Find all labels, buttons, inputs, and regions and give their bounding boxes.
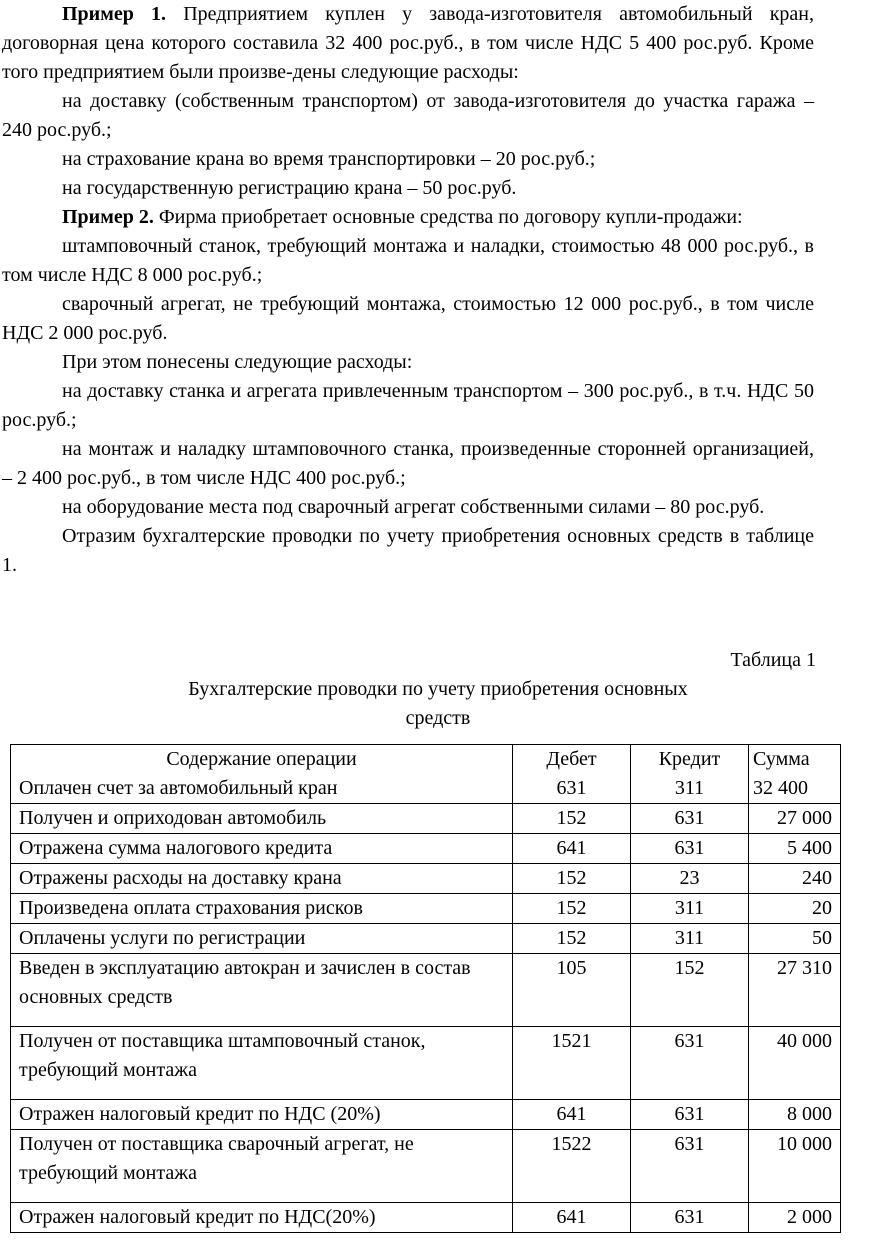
row-operation: Получен от поставщика сварочный агрегат, не требующий монтажа <box>11 1130 513 1203</box>
example2-text: Фирма приобретает основные средства по договору купли-продажи: <box>158 206 743 228</box>
row-operation: Оплачены услуги по регистрации <box>11 924 513 954</box>
example2-item: сварочный агрегат, не требующий монтажа, стоимостью 12 000 рос.руб., в том числе НДС 2 000 рос.руб. <box>2 293 814 344</box>
row-debit: 152 <box>513 924 631 954</box>
row-credit: 631 <box>631 1203 749 1233</box>
row-operation: Произведена оплата страхования рисков <box>11 894 513 924</box>
row-sum: 40 000 <box>749 1027 841 1100</box>
row-sum: 240 <box>749 864 841 894</box>
table-cell-debit <box>513 745 631 804</box>
row-sum: 8 000 <box>749 1100 841 1130</box>
table-row <box>11 1027 841 1100</box>
row-credit: 631 <box>631 834 749 864</box>
row-operation: Отражен налоговый кредит по НДС (20%) <box>11 1100 513 1130</box>
header-debit: Дебет <box>546 748 597 770</box>
table-row <box>11 924 841 954</box>
row-debit: 641 <box>513 1203 631 1233</box>
row-credit: 631 <box>631 1100 749 1130</box>
row-debit: 641 <box>513 1100 631 1130</box>
row-operation: Отражена сумма налогового кредита <box>11 834 513 864</box>
row-debit: 1522 <box>513 1130 631 1203</box>
row-credit: 311 <box>631 924 749 954</box>
row-credit: 631 <box>631 1027 749 1100</box>
row-debit: 1521 <box>513 1027 631 1100</box>
example1-label: Пример 1. <box>62 3 167 25</box>
example1-paragraph <box>2 0 814 87</box>
row-credit: 631 <box>631 804 749 834</box>
row-sum: 10 000 <box>749 1130 841 1203</box>
row-credit: 631 <box>631 1130 749 1203</box>
row-sum: 50 <box>749 924 841 954</box>
table-title-line: Бухгалтерские проводки по учету приобретения основных <box>188 678 688 700</box>
example2-item: штамповочный станок, требующий монтажа и наладки, стоимостью 48 000 рос.руб., в том числе НДС 8 000 рос.руб.; <box>2 235 814 286</box>
row-operation: Отражены расходы на доставку крана <box>11 864 513 894</box>
table-row <box>11 1203 841 1233</box>
row-credit: 311 <box>674 777 705 799</box>
document-body <box>2 0 814 580</box>
expense-item: на доставку станка и агрегата привлеченным транспортом – 300 рос.руб., в т.ч. НДС 50 рос.руб.; <box>2 380 814 431</box>
header-operation: Содержание операции <box>166 748 357 770</box>
row-operation: Оплачен счет за автомобильный кран <box>19 777 338 799</box>
row-sum: 27 000 <box>749 804 841 834</box>
conclusion-paragraph: Отразим бухгалтерские проводки по учету приобретения основных средств в таблице 1. <box>2 525 814 576</box>
row-debit: 631 <box>556 777 587 799</box>
row-credit: 23 <box>631 864 749 894</box>
example1-item: на страхование крана во время транспортировки – 20 рос.руб.; <box>62 148 596 170</box>
row-debit: 105 <box>513 954 631 1027</box>
table-cell-sum <box>749 745 841 804</box>
example1-text: Предприятием куплен у завода-изготовителя автомобильный кран, договорная цена которого составила 32 400 рос.руб., в том числе НДС 5 400 рос.руб. Кроме того предприятием были произве-дены следующие расходы: <box>2 3 814 83</box>
table-cell-credit <box>631 745 749 804</box>
example2-paragraph <box>2 203 814 232</box>
example2-label: Пример 2. <box>62 206 154 228</box>
header-sum: Сумма <box>753 748 810 770</box>
table-title <box>0 675 876 733</box>
example1-item: на государственную регистрацию крана – 50 рос.руб. <box>62 177 517 199</box>
row-debit: 152 <box>513 864 631 894</box>
table-title-line: средств <box>405 707 471 729</box>
expense-item: на оборудование места под сварочный агрегат собственными силами – 80 рос.руб. <box>62 496 765 518</box>
row-credit: 311 <box>631 894 749 924</box>
row-debit: 641 <box>513 834 631 864</box>
example1-item: на доставку (собственным транспортом) от завода-изготовителя до участка гаража – 240 рос.руб.; <box>2 90 814 141</box>
table-row <box>11 834 841 864</box>
expense-item: на монтаж и наладку штамповочного станка, произведенные сторонней организацией, – 2 400 рос.руб., в том числе НДС 400 рос.руб.; <box>2 438 814 489</box>
table-row <box>11 894 841 924</box>
table-number: Таблица 1 <box>730 649 816 671</box>
row-sum: 27 310 <box>749 954 841 1027</box>
table-row <box>11 1100 841 1130</box>
table-row <box>11 745 841 804</box>
row-operation: Получен от поставщика штамповочный станок, требующий монтажа <box>11 1027 513 1100</box>
row-operation: Получен и оприходован автомобиль <box>11 804 513 834</box>
expenses-intro: При этом понесены следующие расходы: <box>62 351 413 373</box>
table-cell-operation <box>11 745 513 804</box>
row-operation: Отражен налоговый кредит по НДС(20%) <box>11 1203 513 1233</box>
table-row <box>11 864 841 894</box>
row-debit: 152 <box>513 894 631 924</box>
table-row <box>11 804 841 834</box>
row-sum: 5 400 <box>749 834 841 864</box>
accounting-entries-table <box>10 744 841 1233</box>
table-row <box>11 1130 841 1203</box>
table-row <box>11 954 841 1027</box>
row-sum: 32 400 <box>753 777 808 799</box>
row-credit: 152 <box>631 954 749 1027</box>
header-credit: Кредит <box>658 748 721 770</box>
row-debit: 152 <box>513 804 631 834</box>
row-operation: Введен в эксплуатацию автокран и зачислен в состав основных средств <box>11 954 513 1027</box>
row-sum: 2 000 <box>749 1203 841 1233</box>
row-sum: 20 <box>749 894 841 924</box>
